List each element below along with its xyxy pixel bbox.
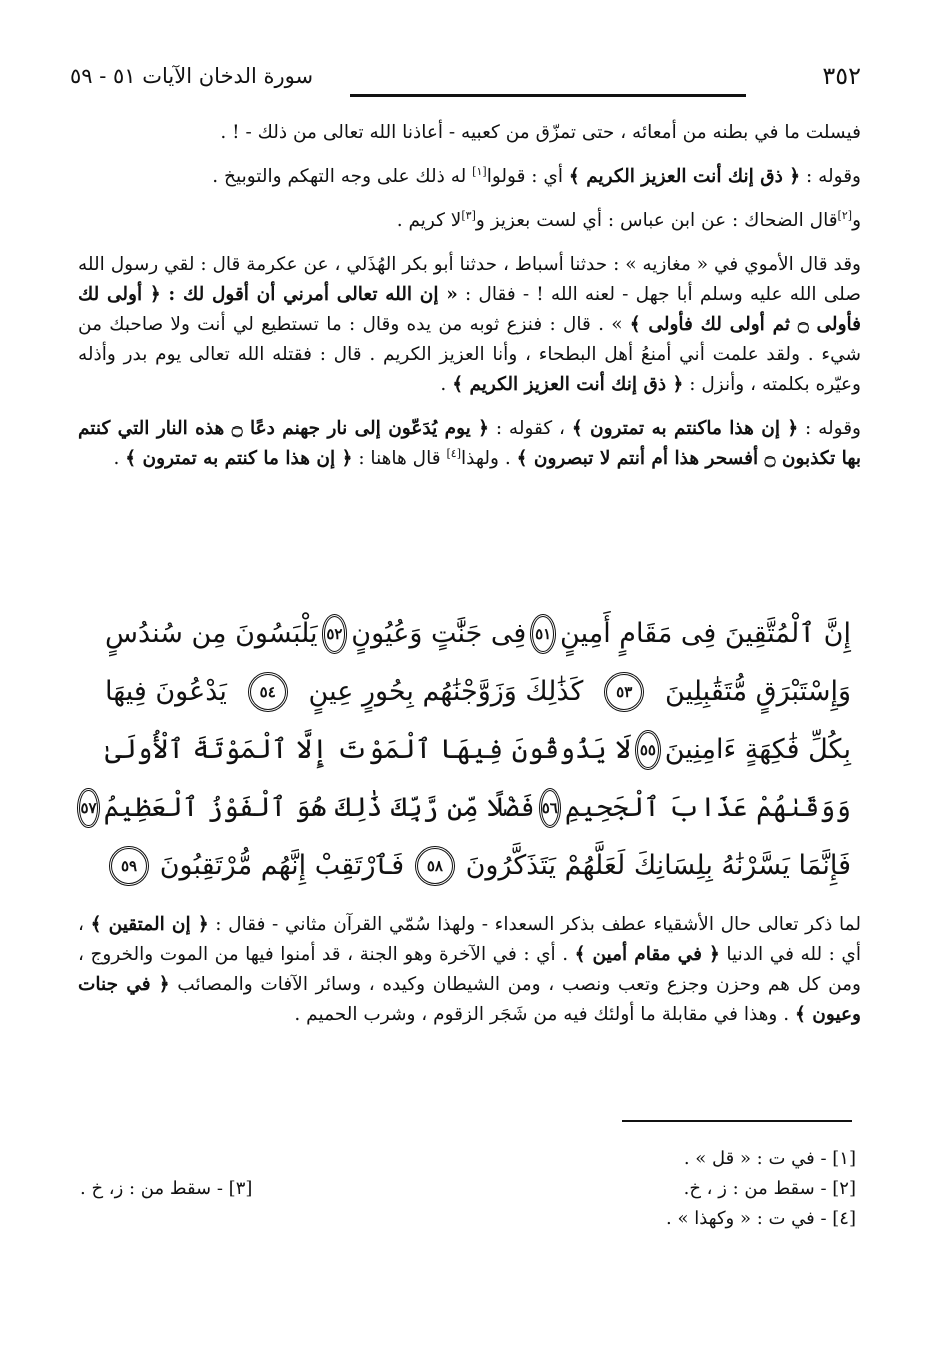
- verse-text: وَوَقَىٰهُمْ عَذَابَ ٱلْجَحِيمِ: [564, 792, 851, 823]
- quran-quote: ﴿ في مقام أمين ﴾: [574, 944, 720, 965]
- footnote-row: [80, 1208, 856, 1238]
- page-header: [70, 60, 861, 100]
- paragraph-text: له ذلك على وجه التهكم والتوبيخ .: [212, 166, 473, 187]
- ayah-number-marker: ٥٥: [635, 730, 661, 770]
- paragraph-text: .: [440, 374, 453, 395]
- footnote-row: [80, 1178, 856, 1208]
- paragraph-text: ، أي : لله في الدنيا: [78, 914, 861, 965]
- footnotes: [80, 1148, 856, 1238]
- ayah-number-marker: ٥٣: [604, 672, 644, 712]
- quran-quote: ﴿ إن هذا ما كنتم به تمترون ﴾: [125, 448, 353, 469]
- paragraph-text: لما ذكر تعالى حال الأشقياء عطف بذكر السعداء - ولهذا سُمّي القرآن مثاني - فقال :: [208, 914, 861, 935]
- footnote-1: [١] - في ت : « قل » .: [683, 1148, 856, 1169]
- quran-line: [105, 837, 851, 895]
- ayah-number-marker: ٥٧: [77, 788, 99, 828]
- page-number: ٣٥٢: [822, 62, 861, 90]
- quran-line: [105, 663, 851, 721]
- footnote-2: [٢] - سقط من : ز ، خ.: [683, 1178, 856, 1199]
- header-rule: [350, 94, 746, 97]
- verse-text: يَدْعُونَ فِيهَا: [105, 676, 227, 707]
- verse-text: فِى جَنَّٰتٍ وَعُيُونٍ: [351, 618, 527, 649]
- verse-text: كَذَٰلِكَ وَزَوَّجْنَٰهُم بِحُورٍ عِينٍ: [308, 676, 584, 707]
- paragraph-text: لا كريم .: [396, 210, 462, 231]
- ayah-number-marker: ٥٦: [539, 788, 561, 828]
- verse-text: فَضْلًا مِّن رَّبِّكَ ذَٰلِكَ هُوَ ٱلْفَوْزُ ٱلْعَظِيمُ: [103, 792, 535, 823]
- footnote-ref: [٢]: [837, 208, 853, 222]
- quran-quote: ﴿ إن هذا ماكنتم به تمترون ﴾: [571, 418, 799, 439]
- paragraph-text: قال الضحاك : عن ابن عباس : أي لست بعزيز و: [475, 210, 838, 231]
- paragraph-text: فيسلت ما في بطنه من أمعائه ، حتى تمزّق من كعبيه - أعاذنا الله تعالى من ذلك - ! .: [220, 122, 861, 143]
- paragraph-text: ، كقوله :: [489, 418, 572, 439]
- verse-text: فَٱرْتَقِبْ إِنَّهُم مُّرْتَقِبُونَ: [159, 850, 405, 881]
- paragraph-3: [78, 206, 861, 236]
- paragraph-text: وقوله :: [798, 418, 861, 439]
- footnote-ref: [٣]: [461, 208, 476, 222]
- body-text-top: [78, 118, 861, 474]
- paragraph-text: . وهذا في مقابلة ما أولئك فيه من شَجَر الزقوم ، وشرب الحميم .: [294, 1004, 796, 1025]
- paragraph-1: [78, 118, 861, 148]
- footnote-row: [80, 1148, 856, 1178]
- paragraph-6: [78, 910, 861, 1030]
- verse-text: يَلْبَسُونَ مِن سُندُسٍ: [105, 618, 318, 649]
- quran-line: [105, 721, 851, 779]
- paragraph-text: . ولهذا: [461, 448, 517, 469]
- footnote-ref: [١]: [472, 164, 487, 178]
- running-title: سورة الدخان الآيات ٥١ - ٥٩: [70, 64, 314, 88]
- quran-quote: ﴿ ذق إنك أنت العزيز الكريم ﴾: [568, 166, 801, 187]
- verse-text: إِنَّ ٱلْمُتَّقِينَ فِى مَقَامٍ أَمِينٍ: [560, 618, 851, 649]
- verse-text: وَإِسْتَبْرَقٍ مُّتَقَٰبِلِينَ: [665, 676, 851, 707]
- quran-quote: ﴿ إن المتقين ﴾: [90, 914, 209, 935]
- paragraph-text: . أي : في الآخرة وهو الجنة ، قد أمنوا فيها من الموت والخروج ، ومن كل هم وحزن وجزع وتعب ونصب ، ومن الشيطان وكيده ، وسائر الآفات والمصائب: [78, 944, 861, 995]
- quran-verses: [80, 605, 851, 895]
- verse-text: بِكُلِّ فَٰكِهَةٍ ءَامِنِينَ: [664, 734, 851, 765]
- quran-line: [105, 605, 851, 663]
- paragraph-text: وقد قال الأموي في « مغازيه » : حدثنا أسباط ، حدثنا أبو بكر الهُذَلي ، عن عكرمة قال : لقي رسول الله صلى الله عليه وسلم أبا جهل - لعنه الله ! - فقال :: [78, 254, 861, 305]
- verse-text: فَإِنَّمَا يَسَّرْنَٰهُ بِلِسَانِكَ لَعَلَّهُمْ يَتَذَكَّرُونَ: [465, 850, 851, 881]
- paragraph-2: [78, 162, 861, 192]
- paragraph-text: .: [113, 448, 126, 469]
- paragraph-text: أي : قولوا: [486, 166, 569, 187]
- paragraph-4: [78, 250, 861, 400]
- quran-quote: ﴿ يوم يُدَعّون إلى نار جهنم دعًا ۝ هذه النار التي كنتم بها تكذبون ۝ أفسحر هذا أم أنتم لا تبصرون ﴾: [78, 418, 861, 469]
- footnote-3: [٣] - سقط من : ز، خ .: [80, 1178, 253, 1199]
- paragraph-text: » . قال : فنزع ثوبه من يده وقال : ما تستطيع لي أنت ولا صاحبك من شيء . ولقد علمت أني أمنعُ أهل البطحاء ، وأنا العزيز الكريم . قال : فقتله الله تعالى يوم بدر وأذله وعيّره بكلمته ، وأنزل :: [78, 314, 861, 395]
- quran-quote: ﴿ في جنات وعيون ﴾: [78, 974, 861, 1025]
- ayah-number-marker: ٥٩: [109, 846, 149, 886]
- body-text-bottom: [78, 910, 861, 1030]
- paragraph-text: قال هاهنا :: [352, 448, 447, 469]
- verse-text: لَا يَذُوقُونَ فِيهَا ٱلْمَوْتَ إِلَّا ٱلْمَوْتَةَ ٱلْأُولَىٰ: [105, 734, 632, 765]
- footnote-4: [٤] - في ت : « وكهذا » .: [666, 1208, 856, 1229]
- paragraph-5: [78, 414, 861, 474]
- ayah-number-marker: ٥٤: [248, 672, 288, 712]
- quran-line: [80, 779, 851, 837]
- paragraph-text: و: [852, 210, 861, 231]
- ayah-number-marker: ٥٢: [322, 614, 348, 654]
- footnote-rule: [622, 1120, 852, 1122]
- quran-quote: ﴿ ذق إنك أنت العزيز الكريم ﴾: [452, 374, 684, 395]
- paragraph-text: وقوله :: [800, 166, 861, 187]
- quran-quote: « إن الله تعالى أمرني أن أقول لك : ﴿ أولى لك فأولى ۝ ثم أولى لك فأولى ﴾: [78, 284, 861, 335]
- ayah-number-marker: ٥٨: [415, 846, 455, 886]
- ayah-number-marker: ٥١: [530, 614, 556, 654]
- footnote-ref: [٤]: [446, 446, 461, 460]
